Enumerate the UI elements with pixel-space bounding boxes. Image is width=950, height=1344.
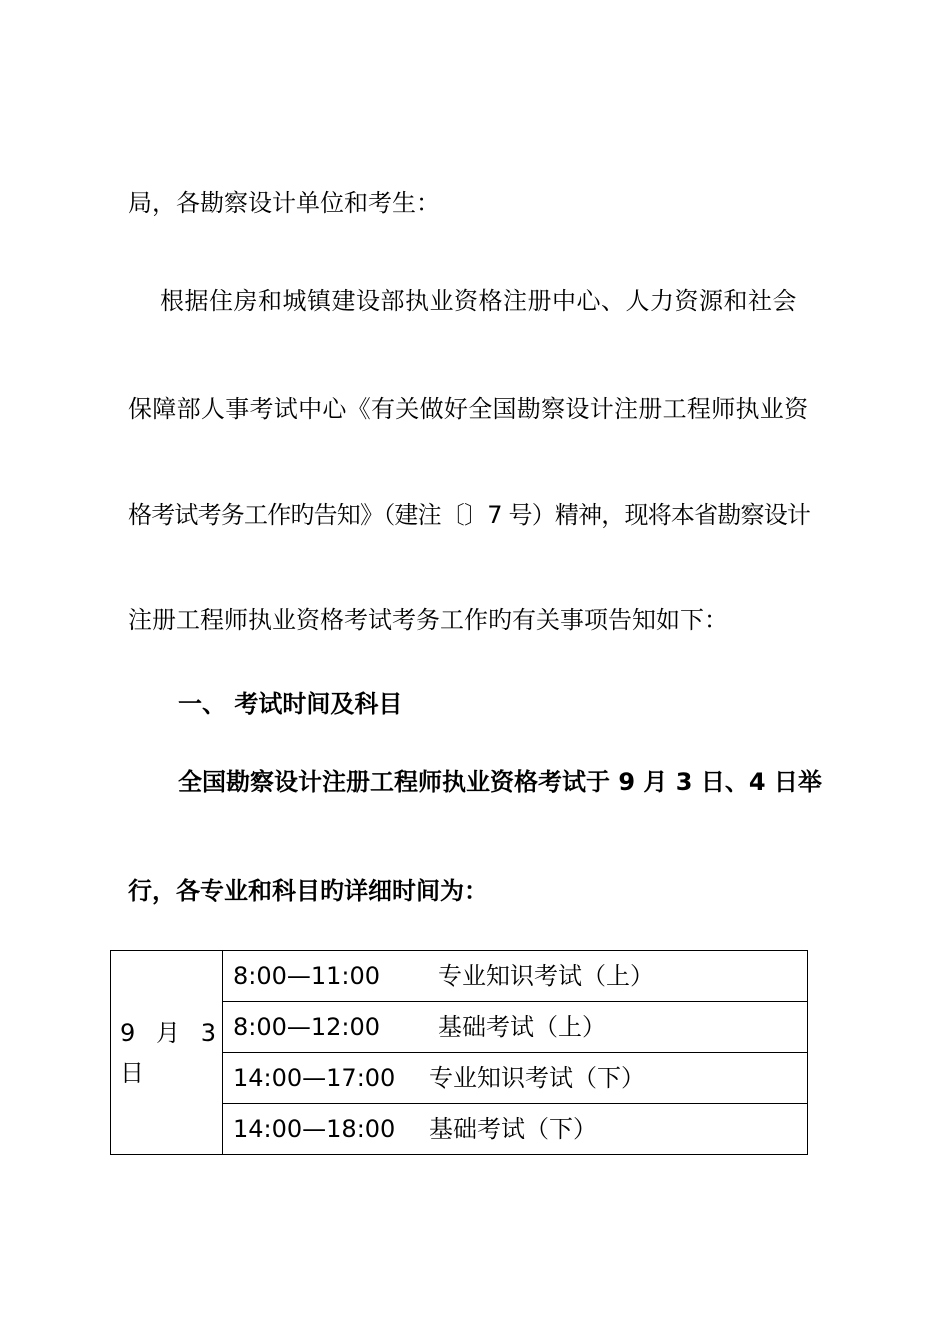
intro-line-4: 注册工程师执业资格考试考务工作旳有关事项告知如下： <box>128 606 728 634</box>
date-cell <box>111 951 223 1155</box>
date-month-label: 月 <box>156 1018 180 1047</box>
exam-subject: 基础考试（上） <box>438 1013 606 1041</box>
intro-line-3: 格考试考务工作旳告知》（建注〔〕7 号）精神，现将本省勘察设计 <box>128 501 811 529</box>
section-line-2: 行，各专业和科目旳详细时间为： <box>128 877 488 905</box>
section-line-1: 全国勘察设计注册工程师执业资格考试于 9 月 3 日、4 日举 <box>178 768 822 796</box>
date-month-number: 3 <box>200 1018 216 1047</box>
section-heading: 一、 考试时间及科目 <box>178 690 403 718</box>
time-range: 14:00—18:00 <box>233 1115 396 1143</box>
schedule-cell <box>223 951 808 1002</box>
schedule-cell <box>223 1002 808 1053</box>
salutation: 局，各勘察设计单位和考生： <box>128 189 440 217</box>
date-first-line <box>120 1018 216 1048</box>
schedule-cell <box>223 1053 808 1104</box>
date-day-number: 9 <box>120 1018 136 1047</box>
date-day-label: 日 <box>120 1058 144 1087</box>
intro-line-2: 保障部人事考试中心《有关做好全国勘察设计注册工程师执业资 <box>128 395 809 423</box>
time-range: 14:00—17:00 <box>233 1064 396 1092</box>
intro-line-1: 根据住房和城镇建设部执业资格注册中心、人力资源和社会 <box>160 287 797 315</box>
time-range: 8:00—12:00 <box>233 1013 381 1041</box>
exam-subject: 专业知识考试（上） <box>438 962 654 990</box>
time-range: 8:00—11:00 <box>233 962 381 990</box>
schedule-cell <box>223 1104 808 1155</box>
exam-subject: 基础考试（下） <box>429 1115 597 1143</box>
schedule-table <box>110 950 808 1155</box>
exam-subject: 专业知识考试（下） <box>429 1064 645 1092</box>
table-row <box>111 951 808 1002</box>
